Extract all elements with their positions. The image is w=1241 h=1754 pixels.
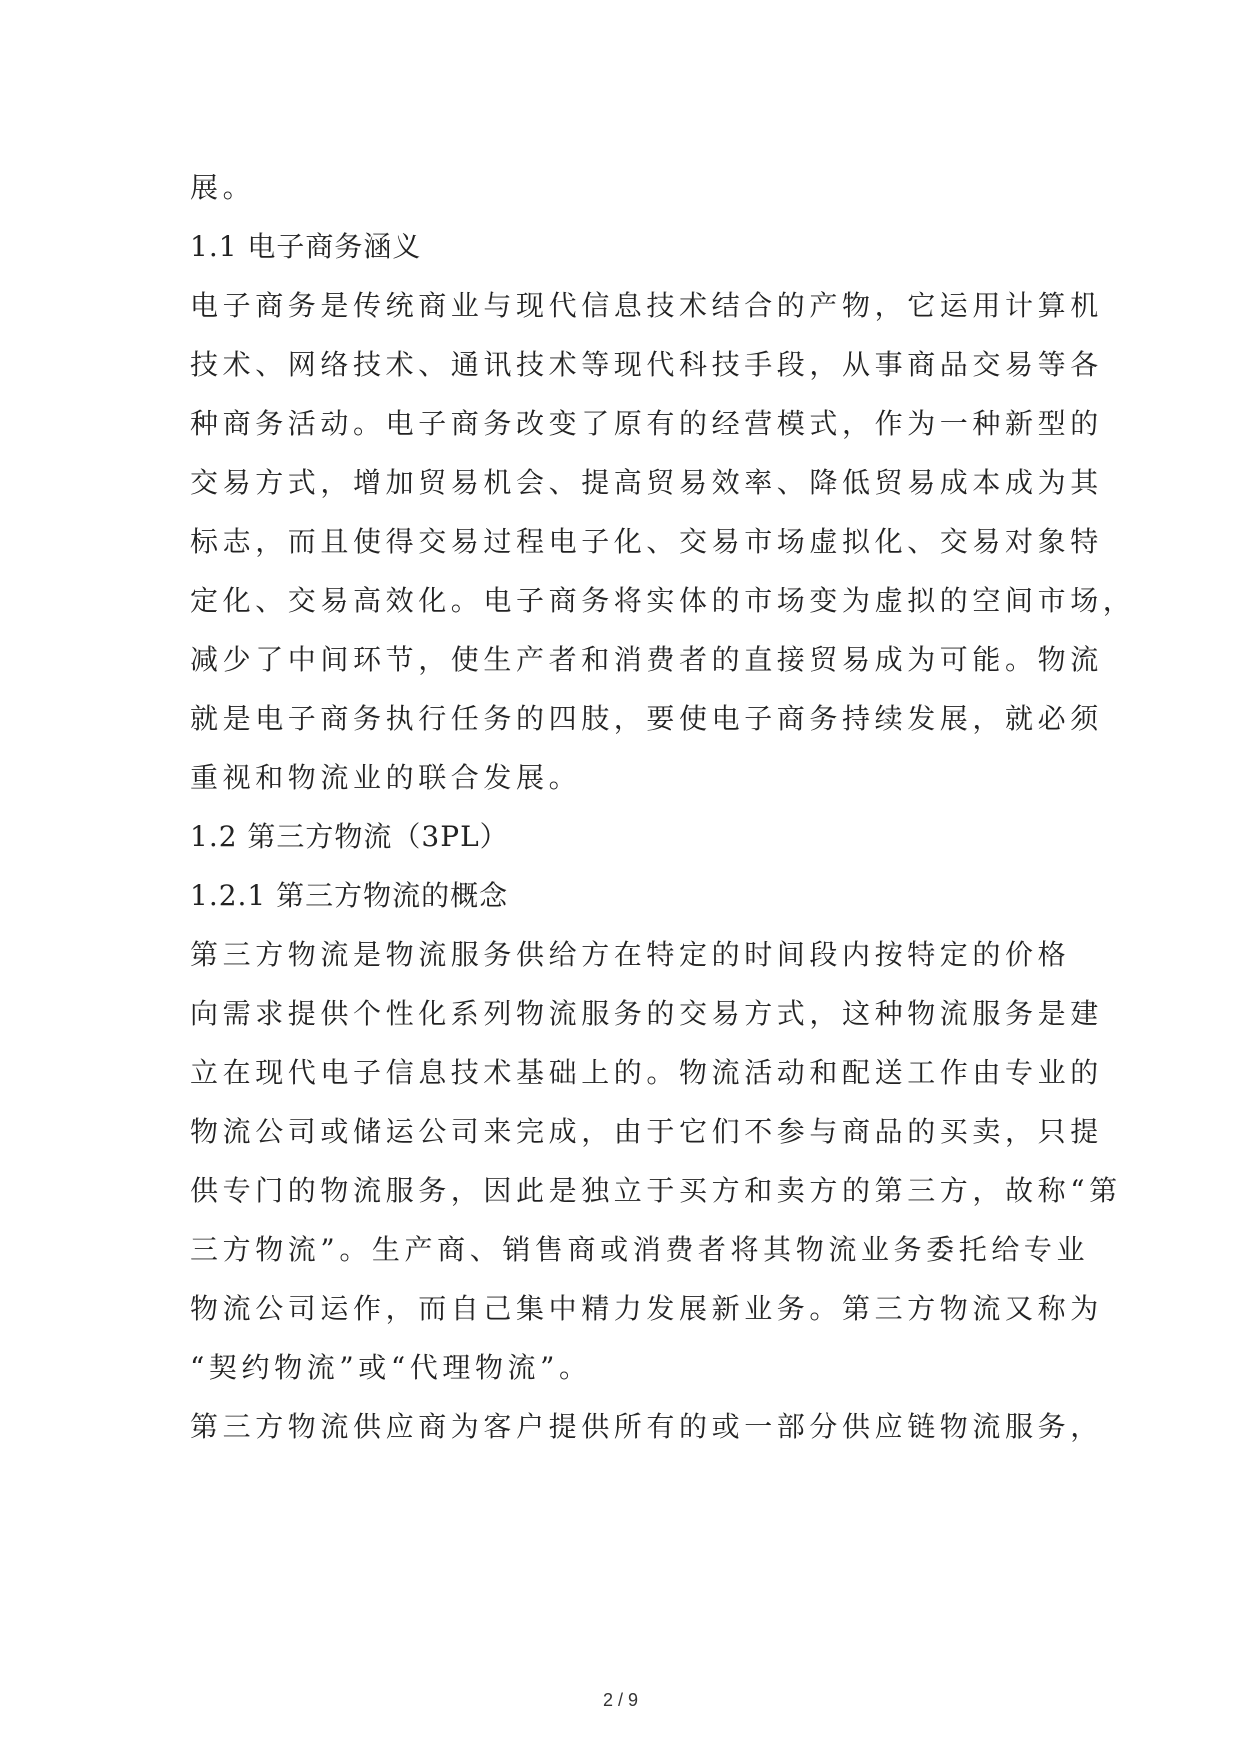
paragraph-line: 技术、网络技术、通讯技术等现代科技手段，从事商品交易等各 xyxy=(190,348,1103,381)
paragraph-line: 立在现代电子信息技术基础上的。物流活动和配送工作由专业的 xyxy=(190,1056,1103,1089)
paragraph-line: “契约物流”或“代理物流”。 xyxy=(190,1351,592,1384)
paragraph-line: 定化、交易高效化。电子商务将实体的市场变为虚拟的空间市场， xyxy=(190,584,1136,617)
paragraph-line: 物流公司运作，而自己集中精力发展新业务。第三方物流又称为 xyxy=(190,1292,1103,1325)
page-number: 2 / 9 xyxy=(602,1690,639,1710)
paragraph-line: 就是电子商务执行任务的四肢，要使电子商务持续发展，就必须 xyxy=(190,702,1103,735)
section-heading-1-2: 1.2 第三方物流（3PL） xyxy=(190,820,509,853)
paragraph-line: 向需求提供个性化系列物流服务的交易方式，这种物流服务是建 xyxy=(190,997,1103,1030)
paragraph-3pl-provider xyxy=(190,1397,1103,1456)
paragraph-line: 物流公司或储运公司来完成，由于它们不参与商品的买卖，只提 xyxy=(190,1115,1103,1148)
paragraph-line: 第三方物流是物流服务供给方在特定的时间段内按特定的价格 xyxy=(190,938,1071,971)
paragraph-line: 第三方物流供应商为客户提供所有的或一部分供应链物流服务， xyxy=(190,1410,1103,1443)
section-heading-1-2-1: 1.2.1 第三方物流的概念 xyxy=(190,879,509,912)
paragraph-ecommerce-definition xyxy=(190,276,1136,807)
paragraph-line: 三方物流”。生产商、销售商或消费者将其物流业务委托给专业 xyxy=(190,1233,1090,1266)
paragraph-line: 种商务活动。电子商务改变了原有的经营模式，作为一种新型的 xyxy=(190,407,1103,440)
document-body xyxy=(190,158,1136,1456)
paragraph-line: 标志，而且使得交易过程电子化、交易市场虚拟化、交易对象特 xyxy=(190,525,1103,558)
paragraph-line: 供专门的物流服务，因此是独立于买方和卖方的第三方，故称“第 xyxy=(190,1174,1122,1207)
paragraph-3pl-concept xyxy=(190,925,1122,1397)
paragraph-line: 展。 xyxy=(190,171,256,204)
paragraph-line: 电子商务是传统商业与现代信息技术结合的产物，它运用计算机 xyxy=(190,289,1103,322)
paragraph-line: 减少了中间环节，使生产者和消费者的直接贸易成为可能。物流 xyxy=(190,643,1103,676)
section-heading-1-1: 1.1 电子商务涵义 xyxy=(190,230,422,263)
paragraph-line: 重视和物流业的联合发展。 xyxy=(190,761,582,794)
paragraph-line: 交易方式，增加贸易机会、提高贸易效率、降低贸易成本成为其 xyxy=(190,466,1103,499)
